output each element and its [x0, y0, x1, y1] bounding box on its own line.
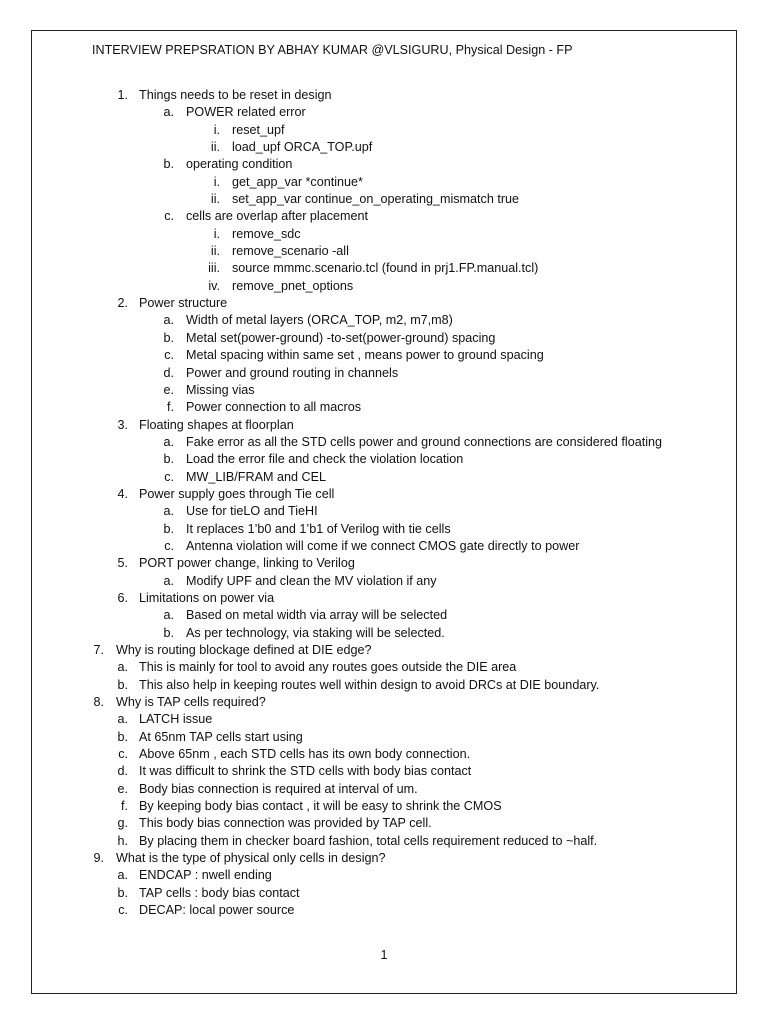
list-marker: c. [118, 903, 128, 918]
list-item-text: source mmmc.scenario.tcl (found in prj1.FP.manual.tcl) [232, 261, 539, 276]
list-item-text: TAP cells : body bias contact [139, 885, 300, 900]
list-item-text: Floating shapes at floorplan [139, 417, 294, 432]
list-marker: 1. [117, 88, 128, 102]
list-item [0, 885, 768, 902]
page-number: 1 [380, 948, 388, 962]
list-item-text: Power connection to all macros [186, 400, 361, 415]
list-marker: b. [117, 729, 128, 744]
list-item [0, 434, 768, 451]
list-item-text: load_upf ORCA_TOP.upf [232, 140, 373, 155]
list-item-text: Metal set(power-ground) -to-set(power-ground) spacing [186, 330, 496, 345]
list-marker: b. [163, 625, 174, 640]
list-marker: i. [213, 226, 220, 241]
list-marker: ii. [210, 244, 220, 259]
list-item-text: At 65nm TAP cells start using [139, 729, 303, 744]
list-item [0, 451, 768, 468]
list-item-text: What is the type of physical only cells in design? [116, 851, 386, 866]
list-item-text: By keeping body bias contact , it will be easy to shrink the CMOS [139, 799, 502, 814]
list-item [0, 798, 768, 815]
list-item-text: cells are overlap after placement [186, 209, 369, 224]
list-item [0, 555, 768, 572]
list-item [0, 417, 768, 434]
list-marker: c. [164, 348, 174, 363]
list-item [0, 208, 768, 225]
list-marker: ii. [210, 192, 220, 207]
list-item [0, 330, 768, 347]
list-item-text: Metal spacing within same set , means power to ground spacing [186, 348, 544, 363]
list-item [0, 399, 768, 416]
list-marker: 6. [117, 590, 128, 605]
list-item-text: As per technology, via staking will be selected. [186, 625, 445, 640]
list-item [0, 590, 768, 607]
list-item-text: reset_upf [232, 122, 285, 137]
list-marker: e. [117, 781, 128, 796]
list-item [0, 469, 768, 486]
list-item-text: Things needs to be reset in design [139, 88, 332, 102]
list-item [0, 139, 768, 156]
list-item-text: Load the error file and check the violation location [186, 452, 464, 467]
list-item-text: By placing them in checker board fashion, total cells requirement reduced to ~half. [139, 833, 598, 848]
list-item [0, 295, 768, 312]
list-item-text: PORT power change, linking to Verilog [139, 556, 355, 571]
list-item-text: ENDCAP : nwell ending [139, 868, 272, 883]
list-marker: iv. [208, 278, 220, 293]
list-item-text: Power and ground routing in channels [186, 365, 399, 380]
list-item-text: It replaces 1’b0 and 1’b1 of Verilog with tie cells [186, 521, 451, 536]
list-item [0, 677, 768, 694]
list-marker: f. [121, 799, 128, 814]
list-item-text: Use for tieLO and TieHI [186, 504, 318, 519]
list-item [0, 347, 768, 364]
list-item [0, 781, 768, 798]
list-item [0, 87, 768, 104]
list-marker: ii. [210, 140, 220, 155]
document-body [0, 87, 768, 920]
document-title: INTERVIEW PREPSRATION BY ABHAY KUMAR @VLSIGURU, Physical Design - FP [92, 43, 573, 57]
list-item [0, 156, 768, 173]
list-item-text: Power supply goes through Tie cell [139, 486, 335, 501]
list-marker: a. [163, 313, 174, 328]
list-marker: h. [117, 833, 128, 848]
list-item [0, 503, 768, 520]
list-item [0, 815, 768, 832]
list-item [0, 122, 768, 139]
list-marker: c. [164, 469, 174, 484]
list-marker: 9. [93, 851, 104, 866]
list-marker: c. [118, 747, 128, 762]
list-item-text: This also help in keeping routes well within design to avoid DRCs at DIE boundary. [139, 677, 600, 692]
list-marker: 7. [93, 643, 104, 657]
list-item-text: Missing vias [186, 382, 255, 397]
list-item [0, 850, 768, 867]
list-marker: iii. [208, 261, 220, 276]
list-marker: d. [117, 764, 128, 779]
list-item-text: Fake error as all the STD cells power and ground connections are considered floating [186, 434, 663, 449]
list-item [0, 365, 768, 382]
list-item-text: remove_pnet_options [232, 278, 354, 293]
list-item-text: operating condition [186, 157, 293, 172]
list-item [0, 607, 768, 624]
list-item-text: Modify UPF and clean the MV violation if any [186, 573, 437, 588]
list-item [0, 659, 768, 676]
list-marker: a. [163, 434, 174, 449]
list-item-text: DECAP: local power source [139, 903, 295, 918]
list-marker: c. [164, 538, 174, 553]
list-item [0, 763, 768, 780]
list-marker: b. [163, 157, 174, 172]
list-item [0, 521, 768, 538]
list-item [0, 174, 768, 191]
list-item-text: remove_scenario -all [232, 244, 349, 259]
list-marker: b. [117, 885, 128, 900]
list-marker: a. [163, 573, 174, 588]
list-item [0, 833, 768, 850]
list-marker: f. [167, 400, 174, 415]
list-marker: b. [163, 521, 174, 536]
list-item-text: POWER related error [186, 105, 306, 120]
list-item-text: LATCH issue [139, 712, 213, 727]
list-item-text: remove_sdc [232, 226, 301, 241]
list-marker: a. [163, 105, 174, 120]
list-item [0, 867, 768, 884]
list-item [0, 538, 768, 555]
list-marker: b. [117, 677, 128, 692]
list-item [0, 312, 768, 329]
list-item [0, 746, 768, 763]
list-item [0, 625, 768, 642]
list-item-text: Antenna violation will come if we connect CMOS gate directly to power [186, 538, 580, 553]
list-item [0, 486, 768, 503]
list-item-text: Body bias connection is required at interval of um. [139, 781, 418, 796]
list-item-text: set_app_var continue_on_operating_mismatch true [232, 192, 520, 207]
list-item-text: Above 65nm , each STD cells has its own body connection. [139, 747, 471, 762]
list-marker: a. [117, 868, 128, 883]
list-item [0, 226, 768, 243]
list-marker: 8. [93, 695, 104, 710]
list-item-text: This is mainly for tool to avoid any routes goes outside the DIE area [139, 660, 517, 675]
list-item [0, 243, 768, 260]
list-item [0, 382, 768, 399]
list-marker: 3. [117, 417, 128, 432]
list-item-text: Based on metal width via array will be selected [186, 608, 448, 623]
list-marker: g. [117, 816, 128, 831]
list-item-text: Power structure [139, 296, 228, 311]
list-marker: d. [163, 365, 174, 380]
list-item [0, 694, 768, 711]
list-marker: 5. [117, 556, 128, 571]
list-item-text: It was difficult to shrink the STD cells with body bias contact [139, 764, 472, 779]
list-marker: i. [213, 122, 220, 137]
list-item-text: Limitations on power via [139, 590, 275, 605]
list-marker: a. [163, 504, 174, 519]
list-item [0, 191, 768, 208]
list-marker: b. [163, 330, 174, 345]
list-item [0, 711, 768, 728]
list-item [0, 573, 768, 590]
list-marker: 2. [117, 296, 128, 311]
list-item [0, 278, 768, 295]
list-item [0, 729, 768, 746]
list-marker: 4. [117, 486, 128, 501]
list-marker: a. [117, 712, 128, 727]
list-item-text: MW_LIB/FRAM and CEL [186, 469, 326, 484]
list-item [0, 642, 768, 659]
list-marker: c. [164, 209, 174, 224]
list-marker: a. [163, 608, 174, 623]
list-item-text: get_app_var *continue* [232, 174, 363, 189]
list-item-text: Why is routing blockage defined at DIE edge? [116, 643, 372, 657]
list-marker: i. [213, 174, 220, 189]
list-item-text: Why is TAP cells required? [116, 695, 266, 710]
list-marker: e. [163, 382, 174, 397]
list-item-text: Width of metal layers (ORCA_TOP, m2, m7,m8) [186, 313, 453, 328]
list-item-text: This body bias connection was provided by TAP cell. [139, 816, 432, 831]
list-item [0, 260, 768, 277]
list-item [0, 104, 768, 121]
list-item [0, 902, 768, 919]
list-marker: b. [163, 452, 174, 467]
list-marker: a. [117, 660, 128, 675]
